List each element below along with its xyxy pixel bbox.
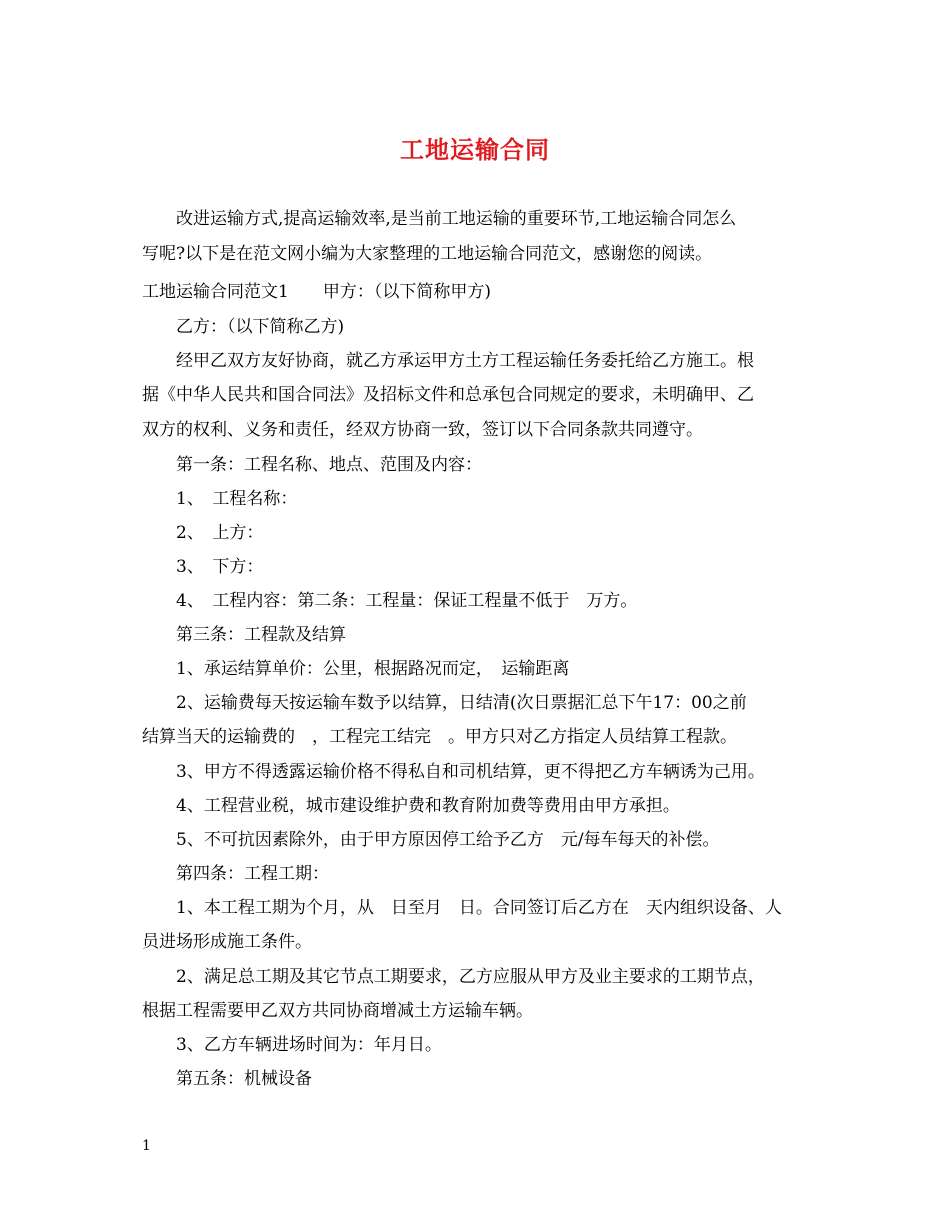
list-item: 1、本工程工期为个月，从 日至月 日。合同签订后乙方在 天内组织设备、人 [176,898,782,918]
list-item: 1、承运结算单价：公里，根据路况而定， 运输距离 [176,659,570,679]
paragraph-line: 据《中华人民共和国合同法》及招标文件和总承包合同规定的要求，未明确甲、乙 [142,385,754,405]
list-item: 3、乙方车辆进场时间为：年月日。 [176,1035,442,1055]
paragraph-line: 双方的权利、义务和责任，经双方协商一致，签订以下合同条款共同遵守。 [142,420,703,440]
section-heading: 第三条：工程款及结算 [176,625,346,645]
paragraph-line: 写呢?以下是在范文网小编为大家整理的工地运输合同范文，感谢您的阅读。 [142,244,713,264]
list-item: 3、 下方： [176,557,264,577]
list-item: 2、运输费每天按运输车数予以结算，日结清(次日票据汇总下午17：00之前 [176,693,747,713]
paragraph-line: 工地运输合同范文1 甲方：（以下简称甲方) [142,282,491,302]
paragraph-line: 员进场形成施工条件。 [142,932,312,952]
list-item: 5、不可抗因素除外，由于甲方原因停工给予乙方 元/每车每天的补偿。 [176,830,720,850]
document-title: 工地运输合同 [400,136,550,164]
paragraph-line: 根据工程需要甲乙双方共同协商增减土方运输车辆。 [142,1001,533,1021]
paragraph-line: 结算当天的运输费的 ，工程完工结完 。甲方只对乙方指定人员结算工程款。 [142,727,737,747]
list-item: 1、 工程名称： [176,489,298,509]
paragraph-line: 经甲乙双方友好协商，就乙方承运甲方土方工程运输任务委托给乙方施工。根 [176,351,754,371]
page-number: 1 [142,1138,151,1154]
section-heading: 第四条：工程工期： [176,864,329,884]
list-item: 3、甲方不得透露运输价格不得私自和司机结算，更不得把乙方车辆诱为己用。 [176,762,765,782]
section-heading: 第五条：机械设备 [176,1069,312,1089]
list-item: 2、 上方： [176,523,264,543]
paragraph-line: 改进运输方式,提高运输效率,是当前工地运输的重要环节,工地运输合同怎么 [176,209,737,229]
paragraph-line: 乙方：（以下简称乙方) [176,317,345,337]
list-item: 2、满足总工期及其它节点工期要求，乙方应服从甲方及业主要求的工期节点， [176,967,765,987]
section-heading: 第一条：工程名称、地点、范围及内容： [176,455,482,475]
list-item: 4、 工程内容：第二条：工程量：保证工程量不低于 万方。 [176,591,638,611]
list-item: 4、工程营业税，城市建设维护费和教育附加费等费用由甲方承担。 [176,796,680,816]
